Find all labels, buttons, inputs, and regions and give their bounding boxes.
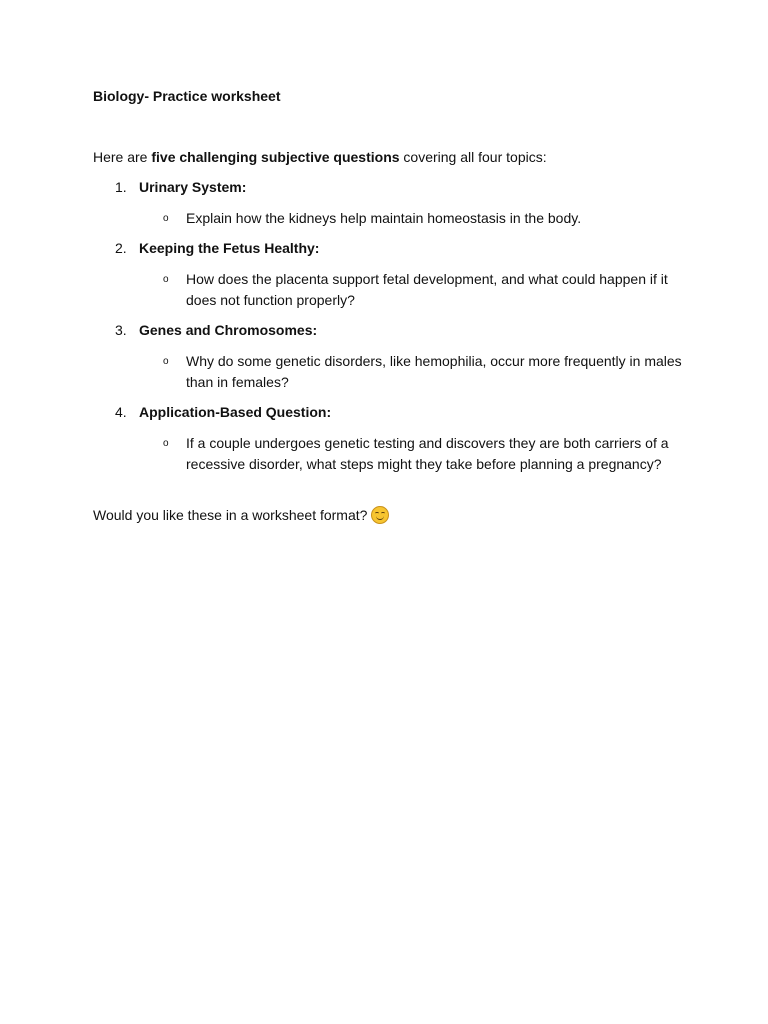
intro-paragraph	[93, 148, 547, 166]
hollow-bullet-icon: o	[163, 274, 169, 285]
sub-question-text: Explain how the kidneys help maintain homeostasis in the body.	[186, 210, 582, 226]
closing-line	[93, 505, 389, 525]
question-title: Genes and Chromosomes:	[139, 322, 318, 338]
question-heading	[93, 403, 693, 422]
smiling-face-emoji-icon	[371, 506, 389, 524]
question-heading	[93, 321, 693, 340]
question-number: 1.	[115, 179, 127, 195]
question-heading	[93, 178, 693, 197]
question-title: Urinary System:	[139, 179, 247, 195]
question-item	[93, 239, 693, 311]
intro-emphasis: five challenging subjective questions	[151, 149, 400, 165]
question-item	[93, 178, 693, 229]
question-item	[93, 403, 693, 475]
closing-text: Would you like these in a worksheet format?	[93, 507, 368, 523]
sub-question-text: Why do some genetic disorders, like hemophilia, occur more frequently in males than in females?	[186, 353, 682, 390]
sub-question	[93, 269, 686, 311]
hollow-bullet-icon: o	[163, 356, 169, 367]
question-number: 3.	[115, 322, 127, 338]
document-title: Biology- Practice worksheet	[93, 88, 281, 104]
question-item	[93, 321, 693, 393]
intro-suffix: covering all four topics:	[399, 149, 547, 165]
question-list	[93, 178, 693, 485]
sub-question	[93, 208, 686, 229]
hollow-bullet-icon: o	[163, 213, 169, 224]
hollow-bullet-icon: o	[163, 438, 169, 449]
question-number: 2.	[115, 240, 127, 256]
sub-question	[93, 433, 686, 475]
question-number: 4.	[115, 404, 127, 420]
question-title: Keeping the Fetus Healthy:	[139, 240, 320, 256]
question-heading	[93, 239, 693, 258]
question-title: Application-Based Question:	[139, 404, 332, 420]
intro-prefix: Here are	[93, 149, 152, 165]
sub-question	[93, 351, 686, 393]
sub-question-text: How does the placenta support fetal development, and what could happen if it does not function properly?	[186, 271, 668, 308]
sub-question-text: If a couple undergoes genetic testing and discovers they are both carriers of a recessive disorder, what steps might they take before planning a pregnancy?	[186, 435, 669, 472]
